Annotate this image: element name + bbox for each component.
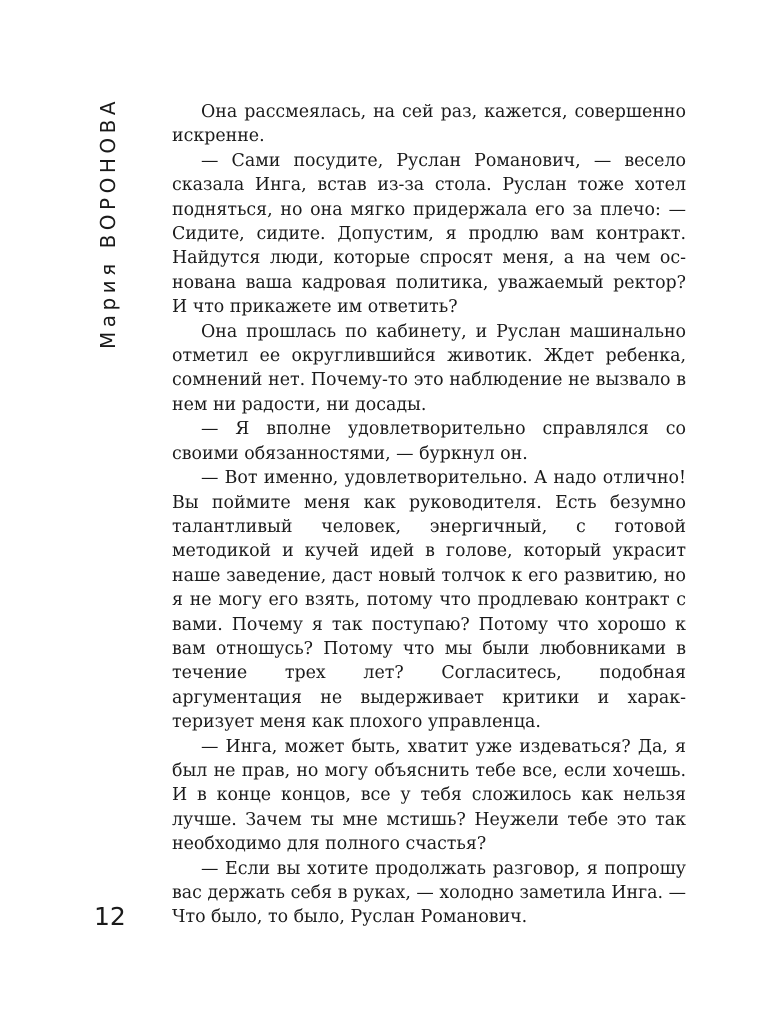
- paragraph: Она прошлась по кабинету, и Руслан машинально отметил ее округлившийся животик. Ждет ребенка, сомнений нет. Почему-то это наблюдение не вызвало в нем ни радости, ни досады.: [172, 321, 686, 415]
- paragraph: Она рассмеялась, на сей раз, кажется, совершенно искренне.: [172, 102, 686, 147]
- author-name: Мария ВОРОНОВА: [96, 96, 121, 350]
- paragraph: — Сами посудите, Руслан Романович, — весело сказала Инга, встав из-за стола. Руслан тоже хотел подняться, но она мягко придержала его за плечо: — Сидите, сидите. Допустим, я продлю вам контракт. Найдутся люди, которые спросят меня, а на чем основана ваша кадровая политика, уважаемый ректор? И что прикажете им ответить?: [172, 150, 686, 318]
- page-number: 12: [94, 902, 126, 931]
- paragraph: — Вот именно, удовлетворительно. А надо отлично! Вы поймите меня как руководителя. Есть безумно талантливый человек, энергичный, с готовой методикой и кучей идей в голове, который украсит наше заведение, даст новый толчок к его развитию, но я не могу его взять, потому что продлеваю контракт с вами. Почему я так поступаю? Потому что хорошо к вам отношусь? Потому что мы были любовниками в течение трех лет? Согласитесь, подобная аргументация не выдерживает критики и характеризует меня как плохого управленца.: [172, 468, 686, 733]
- body-text: [172, 100, 686, 930]
- paragraph: — Инга, может быть, хватит уже издеваться? Да, я был не прав, но могу объяснить тебе все, если хочешь. И в конце концов, все у тебя сложилось как нельзя лучше. Зачем ты мне мстишь? Неужели тебе это так необходимо для полного счастья?: [172, 736, 686, 855]
- running-head: [88, 98, 128, 348]
- paragraph: — Я вполне удовлетворительно справлялся со своими обязанностями, — буркнул он.: [172, 419, 686, 464]
- paragraph: — Если вы хотите продолжать разговор, я попрошу вас держать себя в руках, — холодно заметила Инга. — Что было, то было, Руслан Романович.: [172, 858, 686, 928]
